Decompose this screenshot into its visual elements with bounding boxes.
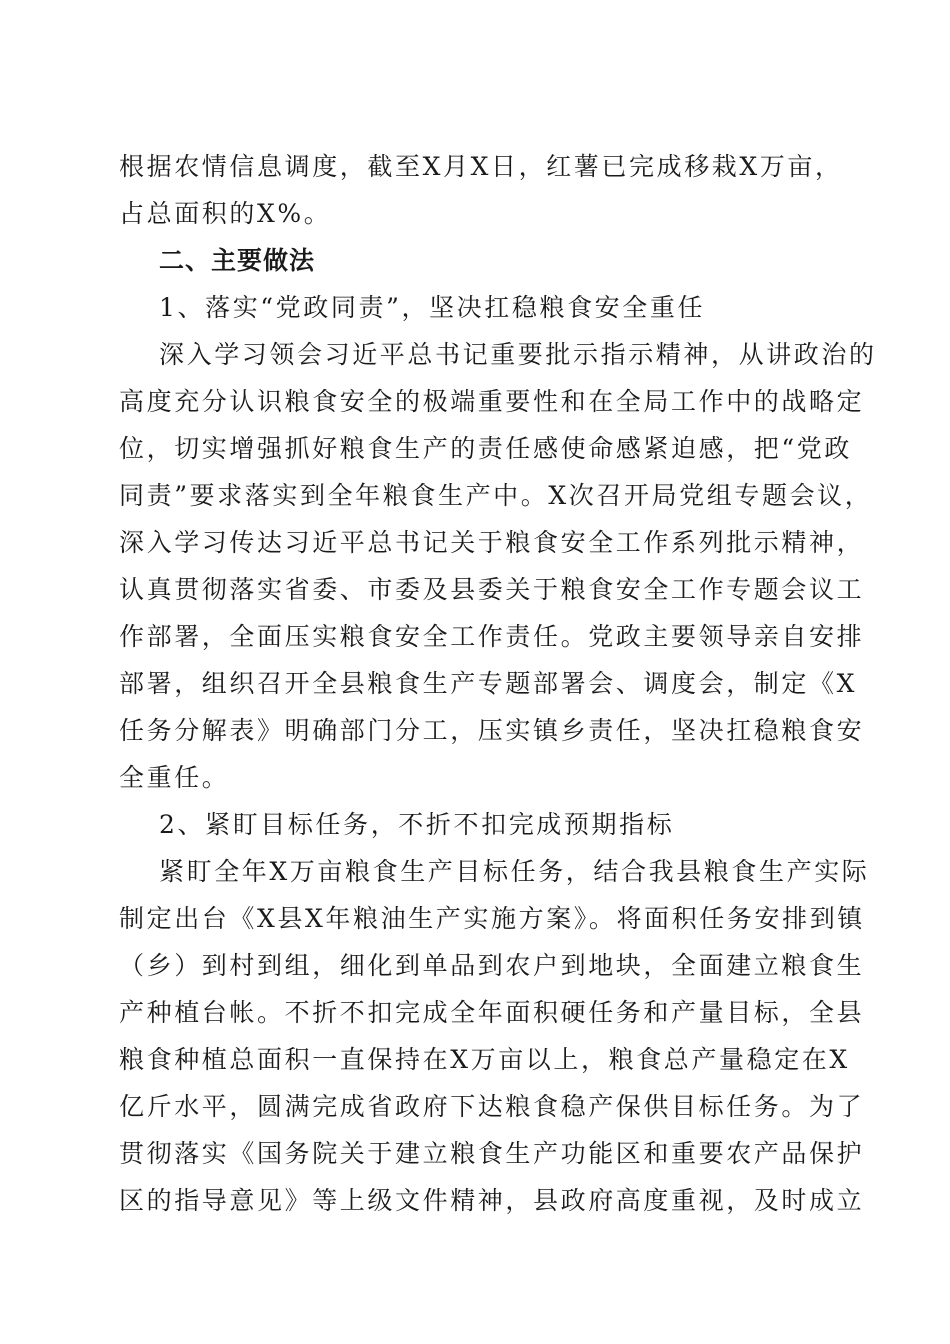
paragraph-line: 占总面积的X%。 — [119, 199, 332, 228]
paragraph-line: 紧盯全年X万亩粮食生产目标任务，结合我县粮食生产实际 — [159, 857, 870, 886]
paragraph-line: 深入学习领会习近平总书记重要批示指示精神，从讲政治的 — [159, 340, 877, 369]
paragraph-line: 位，切实增强抓好粮食生产的责任感使命感紧迫感，把“党政 — [119, 434, 852, 463]
paragraph-line: 深入学习传达习近平总书记关于粮食安全工作系列批示精神， — [119, 528, 865, 557]
paragraph-line: 根据农情信息调度，截至X月X日，红薯已完成移栽X万亩， — [119, 152, 843, 181]
paragraph-line: 作部署，全面压实粮食安全工作责任。党政主要领导亲自安排 — [119, 622, 865, 651]
paragraph-line: 制定出台《X县X年粮油生产实施方案》。将面积任务安排到镇 — [119, 904, 865, 933]
paragraph-line: 高度充分认识粮食安全的极端重要性和在全局工作中的战略定 — [119, 387, 865, 416]
paragraph-line: （乡）到村到组，细化到单品到农户到地块，全面建立粮食生 — [119, 951, 865, 980]
paragraph-line: 同责”要求落实到全年粮食生产中。X次召开局党组专题会议， — [119, 481, 873, 510]
paragraph-line: 粮食种植总面积一直保持在X万亩以上，粮食总产量稳定在X — [119, 1045, 850, 1074]
section-heading: 二、主要做法 — [159, 246, 316, 275]
subsection-heading: 2、紧盯目标任务，不折不扣完成预期指标 — [159, 810, 675, 839]
paragraph-line: 全重任。 — [119, 763, 230, 792]
paragraph-line: 认真贯彻落实省委、市委及县委关于粮食安全工作专题会议工 — [119, 575, 865, 604]
paragraph-line: 部署，组织召开全县粮食生产专题部署会、调度会，制定《X — [119, 669, 857, 698]
paragraph-line: 亿斤水平，圆满完成省政府下达粮食稳产保供目标任务。为了 — [119, 1092, 865, 1121]
paragraph-line: 产种植台帐。不折不扣完成全年面积硬任务和产量目标，全县 — [119, 998, 865, 1027]
paragraph-line: 区的指导意见》等上级文件精神，县政府高度重视，及时成立 — [119, 1186, 865, 1215]
paragraph-line: 贯彻落实《国务院关于建立粮食生产功能区和重要农产品保护 — [119, 1139, 865, 1168]
paragraph-line: 任务分解表》明确部门分工，压实镇乡责任，坚决扛稳粮食安 — [119, 716, 865, 745]
document-body — [119, 143, 877, 1224]
subsection-heading: 1、落实“党政同责”，坚决扛稳粮食安全重任 — [159, 293, 706, 322]
